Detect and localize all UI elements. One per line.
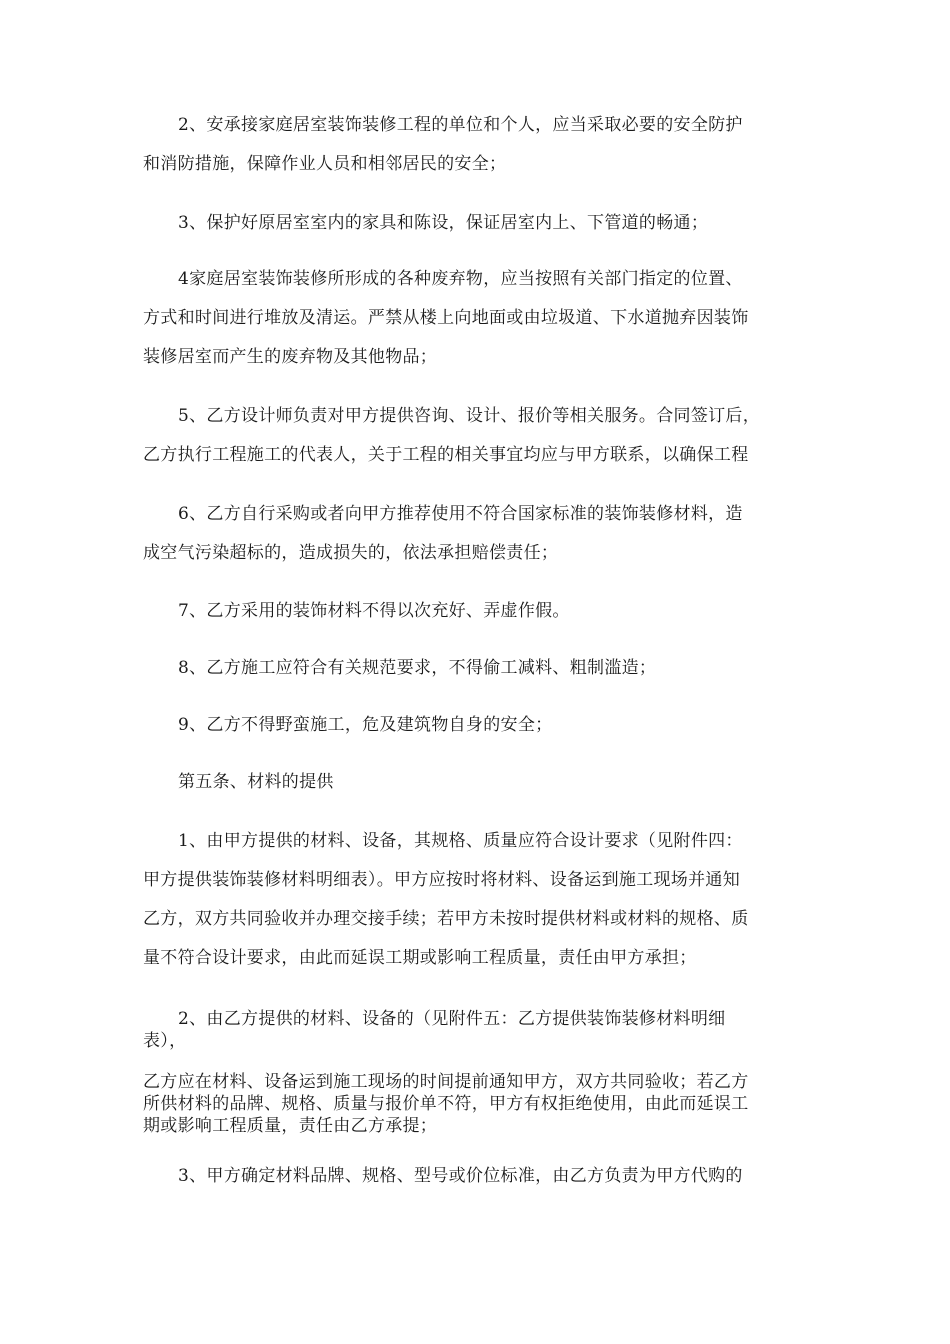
- section-heading: 第五条、材料的提供: [178, 772, 334, 792]
- text-line: 3、甲方确定材料品牌、规格、型号或价位标准，由乙方负责为甲方代购的: [178, 1166, 743, 1186]
- text-line: 6、乙方自行采购或者向甲方推荐使用不符合国家标准的装饰装修材料，造: [178, 504, 743, 524]
- text-line: 乙方执行工程施工的代表人，关于工程的相关事宜均应与甲方联系，以确保工程: [143, 445, 749, 465]
- text-line: 方式和时间进行堆放及清运。严禁从楼上向地面或由垃圾道、下水道抛弃因装饰: [143, 308, 749, 328]
- text-line: 2、由乙方提供的材料、设备的（见附件五：乙方提供装饰装修材料明细: [178, 1009, 726, 1029]
- text-line: 和消防措施，保障作业人员和相邻居民的安全；: [143, 154, 507, 174]
- text-line: 1、由甲方提供的材料、设备，其规格、质量应符合设计要求（见附件四：: [178, 831, 743, 851]
- text-line: 表），: [143, 1031, 187, 1051]
- text-line: 装修居室而产生的废弃物及其他物品；: [143, 347, 438, 367]
- text-line: 4家庭居室装饰装修所形成的各种废弃物，应当按照有关部门指定的位置、: [178, 269, 743, 289]
- text-line: 3、保护好原居室室内的家具和陈设，保证居室内上、下管道的畅通；: [178, 213, 709, 233]
- text-line: 9、乙方不得野蛮施工，危及建筑物自身的安全；: [178, 715, 553, 735]
- text-line: 乙方，双方共同验收并办理交接手续；若甲方未按时提供材料或材料的规格、质: [143, 909, 749, 929]
- text-line: 乙方应在材料、设备运到施工现场的时间提前通知甲方，双方共同验收；若乙方: [143, 1072, 749, 1092]
- text-line: 5、乙方设计师负责对甲方提供咨询、设计、报价等相关服务。合同签订后，: [178, 406, 761, 426]
- text-line: 量不符合设计要求，由此而延误工期或影响工程质量，责任由甲方承担；: [143, 948, 697, 968]
- text-line: 8、乙方施工应符合有关规范要求，不得偷工减料、粗制滥造；: [178, 658, 657, 678]
- text-line: 期或影响工程质量，责任由乙方承提；: [143, 1116, 438, 1136]
- text-line: 7、乙方采用的装饰材料不得以次充好、弄虚作假。: [178, 601, 570, 621]
- text-line: 所供材料的品牌、规格、质量与报价单不符，甲方有权拒绝使用，由此而延误工: [143, 1094, 749, 1114]
- text-line: 2、安承接家庭居室装饰装修工程的单位和个人，应当采取必要的安全防护: [178, 115, 743, 135]
- text-line: 成空气污染超标的，造成损失的，依法承担赔偿责任；: [143, 543, 559, 563]
- text-line: 甲方提供装饰装修材料明细表）。甲方应按时将材料、设备运到施工现场并通知: [143, 870, 740, 890]
